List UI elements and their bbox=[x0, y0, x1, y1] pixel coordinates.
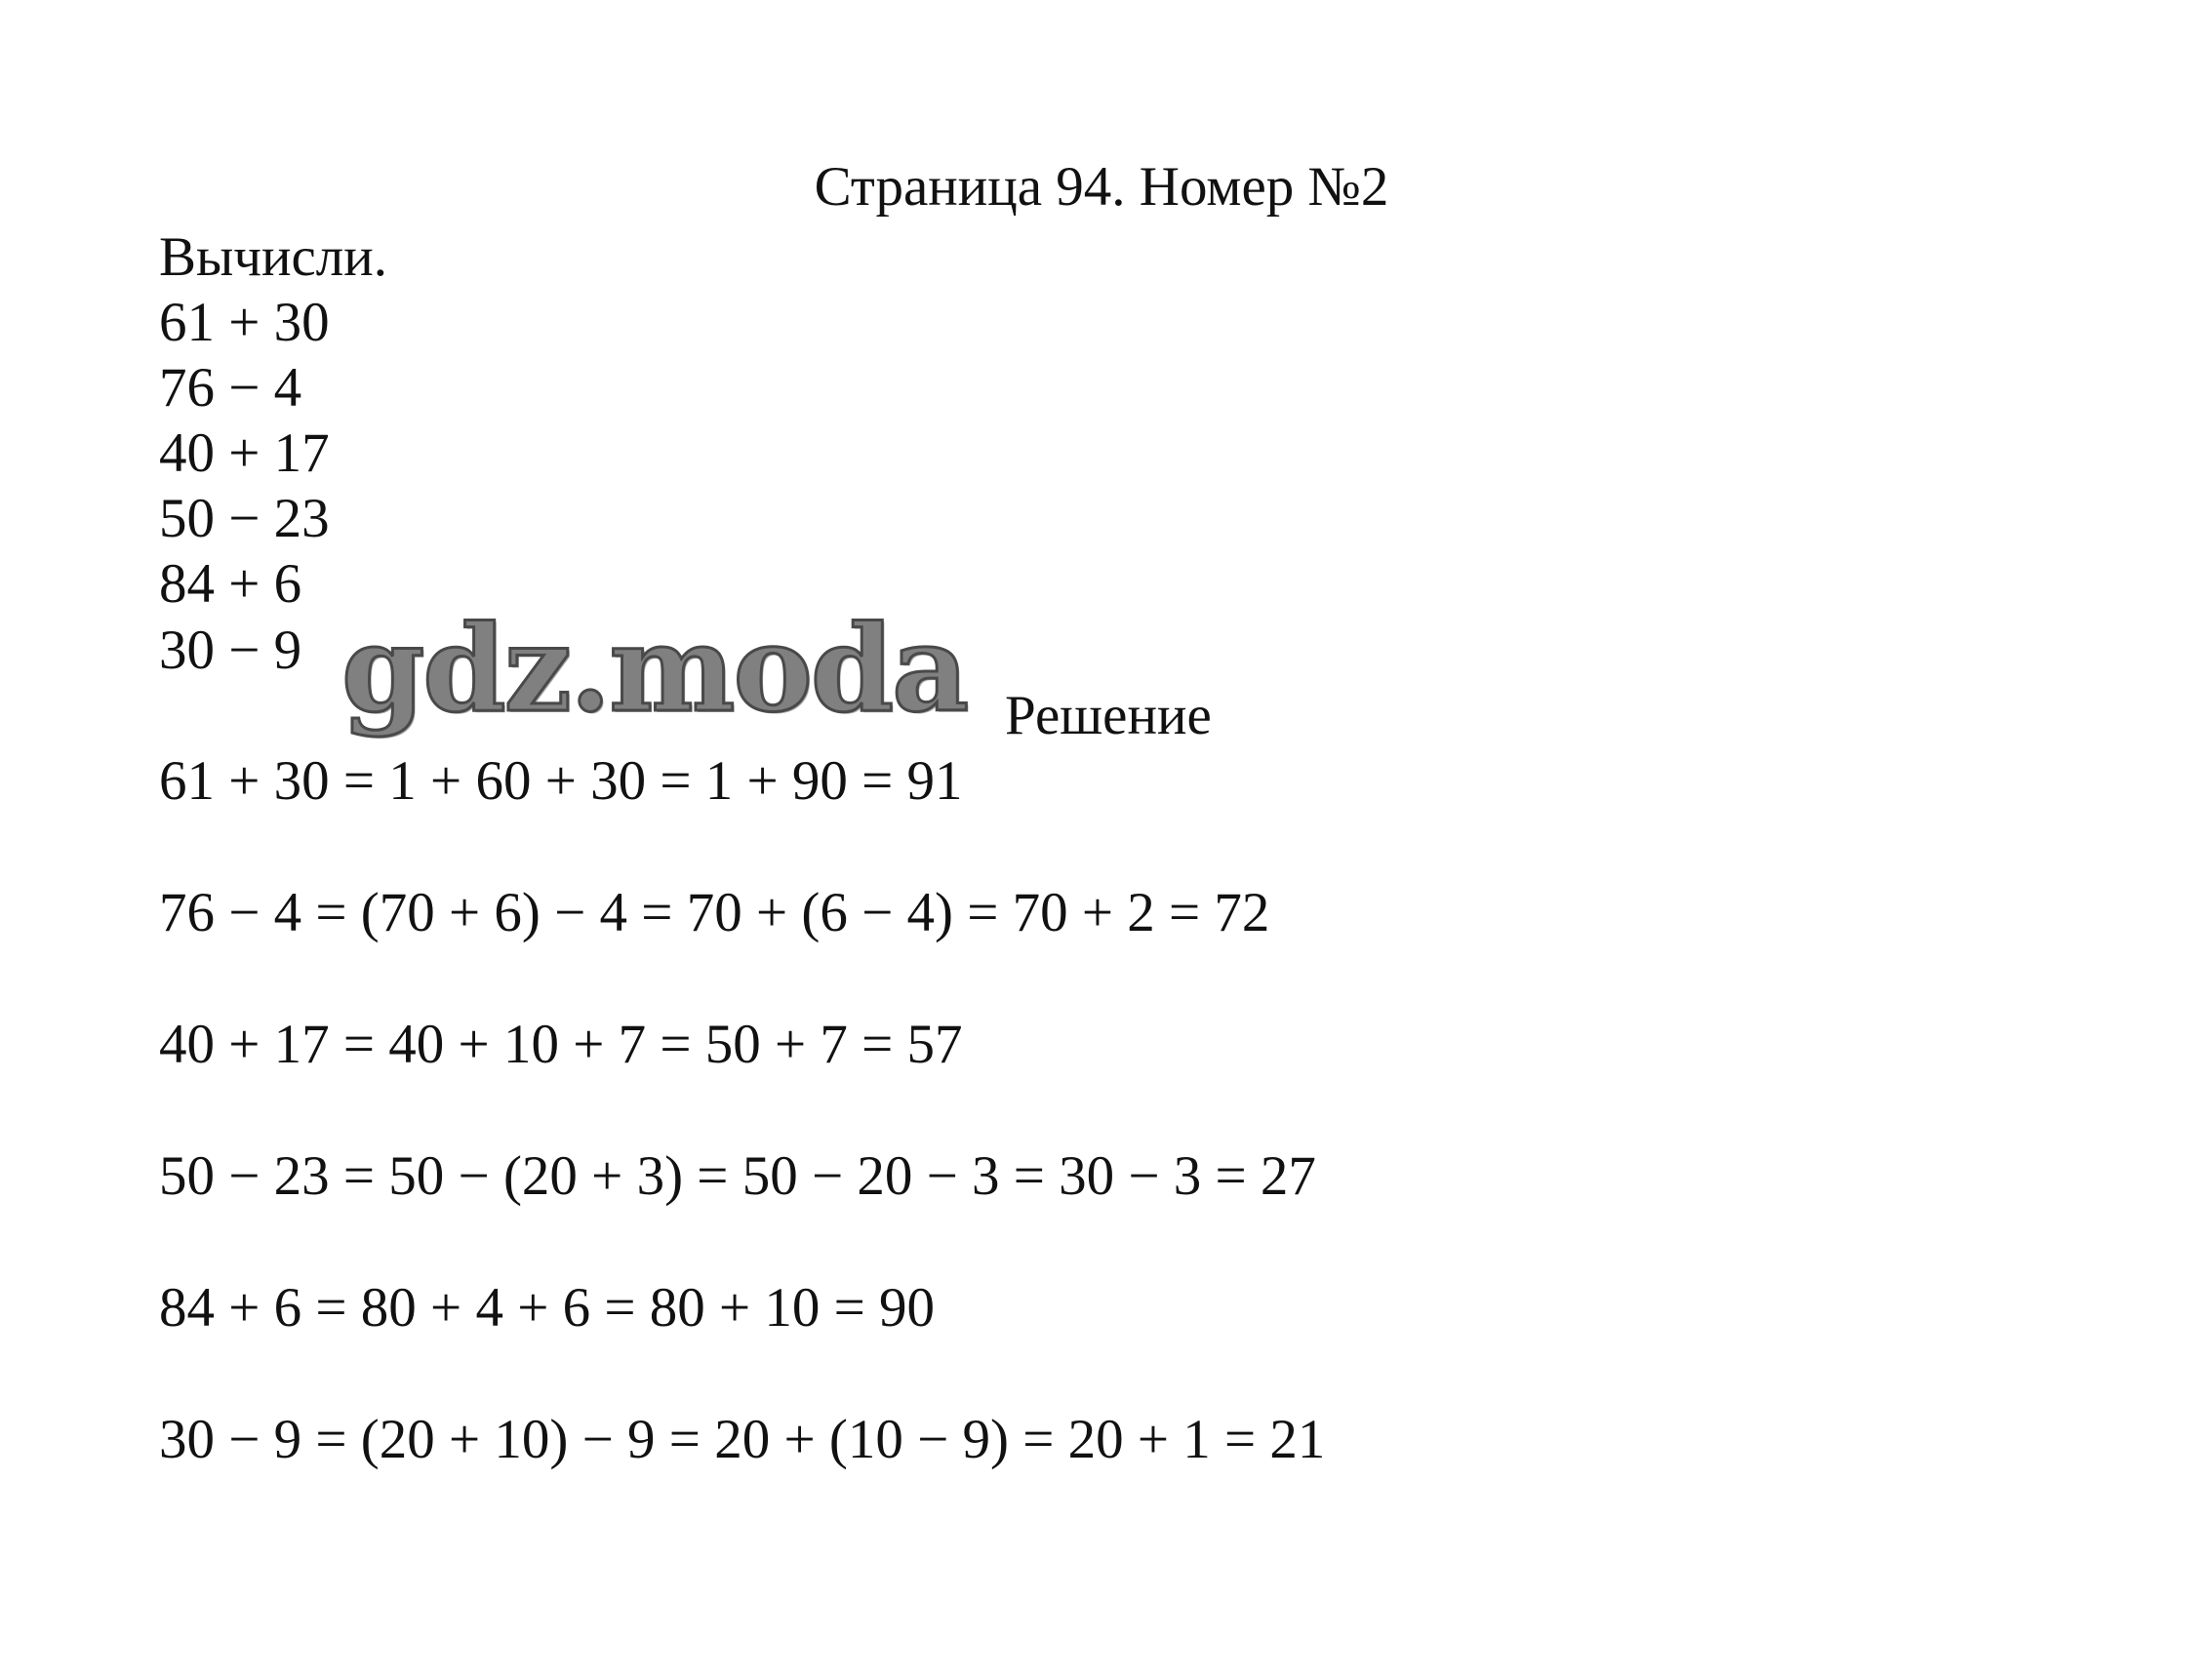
task-expression-1: 61 + 30 bbox=[159, 292, 330, 353]
solution-heading: Решение bbox=[1005, 685, 1212, 746]
task-expression-3: 40 + 17 bbox=[159, 422, 330, 484]
task-expression-2: 76 − 4 bbox=[159, 357, 302, 419]
task-expression-6: 30 − 9 bbox=[159, 620, 302, 681]
solution-line-5: 84 + 6 = 80 + 4 + 6 = 80 + 10 = 90 bbox=[159, 1277, 936, 1339]
task-expression-5: 84 + 6 bbox=[159, 553, 302, 615]
solution-line-2: 76 − 4 = (70 + 6) − 4 = 70 + (6 − 4) = 70 + 2 = 72 bbox=[159, 882, 1270, 943]
solution-line-1: 61 + 30 = 1 + 60 + 30 = 1 + 90 = 91 bbox=[159, 750, 963, 812]
watermark-logo: gdz.moda bbox=[341, 598, 968, 739]
solution-line-3: 40 + 17 = 40 + 10 + 7 = 50 + 7 = 57 bbox=[159, 1014, 963, 1075]
solution-line-6: 30 − 9 = (20 + 10) − 9 = 20 + (10 − 9) = 20 + 1 = 21 bbox=[159, 1409, 1326, 1470]
solution-line-4: 50 − 23 = 50 − (20 + 3) = 50 − 20 − 3 = 30 − 3 = 27 bbox=[159, 1145, 1316, 1207]
task-instruction: Вычисли. bbox=[159, 226, 387, 288]
page-title: Страница 94. Номер №2 bbox=[814, 156, 1389, 218]
task-expression-4: 50 − 23 bbox=[159, 488, 330, 549]
